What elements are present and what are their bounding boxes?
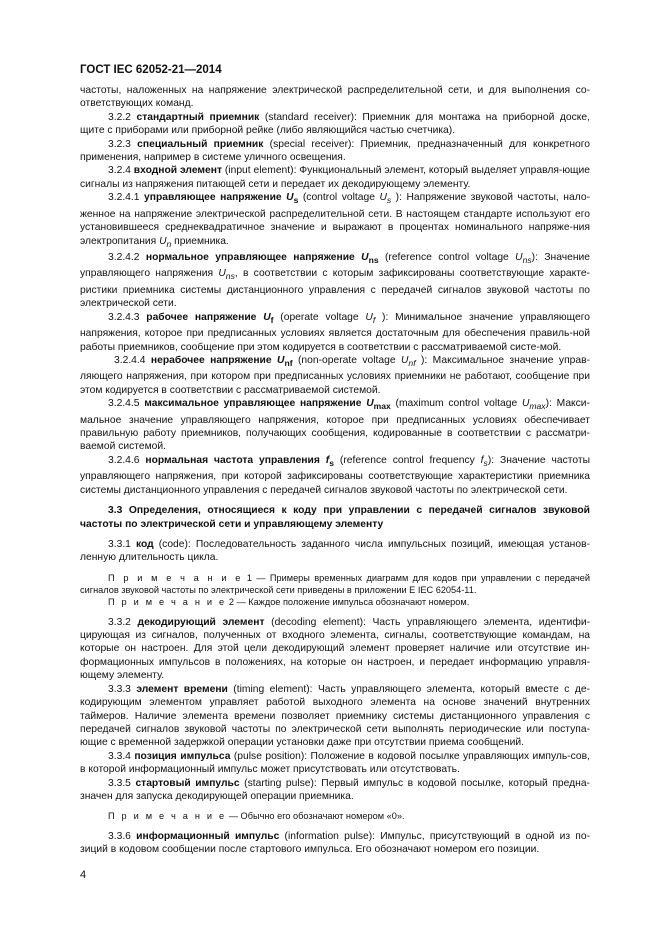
term: стартовый импульс xyxy=(135,777,240,789)
term: специальный приемник xyxy=(137,138,264,150)
definition-3-2-4-1 xyxy=(80,191,590,251)
symbol-subscript: max xyxy=(529,401,546,412)
term: максимальное управляющее напряжение xyxy=(144,398,362,410)
term: нерабочее напряжение xyxy=(150,354,272,366)
clause-number: 3.2.4.4 xyxy=(114,354,151,366)
term: информационный импульс xyxy=(136,830,280,842)
definition-text: (operate voltage xyxy=(273,311,366,323)
symbol: U xyxy=(361,251,369,263)
symbol-subscript: f xyxy=(372,314,376,325)
definition-3-2-4-4 xyxy=(80,354,590,397)
symbol: U xyxy=(400,354,409,366)
definition-text: (information pulse): Импульс, присутствующий в одной из по-зиций в кодовом сообщении после стартового импульса. Его обозначают номером его позиции. xyxy=(80,830,590,856)
clause-number: 3.2.4.3 xyxy=(108,311,147,323)
definition-text: ): Макси-мальное значение управляющего напряжения, которое при предписанных условиях обеспечивает правильную работу приемников, получающих сообщения, кодированные в соответствии с рассматри-ваемой системой. xyxy=(80,398,590,453)
symbol-subscript: nf xyxy=(408,358,416,368)
clause-number: 3.3.2 xyxy=(108,616,138,628)
definition-text: (decoding element): Часть управляющего элемента, идентифи-цирующая из сигналов, полученных от входного элемента, сигналы, соответствующие командам, на которые он настроен. Для этой цели декодирующий элемент проверяет наличие или отсутствие ин-формационных импульсов в положениях, на которые он настроен, и передает информацию управля-ющему элементу. xyxy=(80,616,590,682)
definition-3-3-5 xyxy=(80,777,590,804)
definition-text: ): Максимальное значение управ-ляющего напряжения, при котором при предписанных условиях приемники не работают, сообщение при этом кодируется в соответствии с рассматриваемой системой. xyxy=(80,354,591,396)
definition-text: ): Значение управляющего напряжения xyxy=(80,251,590,280)
definition-text: (standard receiver): Приемник для монтажа на приборной доске, щите с приборами или приборной рейке (либо являющийся частью счетчика). xyxy=(80,111,590,137)
definition-text: (input element): Функциональный элемент, который выделяет управля-ющие сигналы из напряжения питающей сети и передает их декодирующему элементу. xyxy=(80,165,591,190)
clause-number: 3.2.4 xyxy=(108,165,134,177)
definition-text: (special receiver): Приемник, предназначенный для конкретного применения, например в системе уличного освещения. xyxy=(80,138,591,164)
definition-3-2-4-6 xyxy=(80,454,590,497)
symbol: U xyxy=(379,192,387,204)
symbol-subscript: nf xyxy=(284,358,293,368)
symbol-subscript: max xyxy=(373,401,391,412)
clause-number: 3.2.3 xyxy=(108,138,138,150)
term: код xyxy=(135,538,154,550)
document-header: ГОСТ IEC 62052-21—2014 xyxy=(80,64,222,76)
note-2 xyxy=(80,596,590,608)
definition-3-3-1 xyxy=(80,538,590,565)
symbol-subscript: s xyxy=(293,195,299,206)
definition-3-2-3 xyxy=(80,138,590,165)
symbol: U xyxy=(286,192,294,204)
note-1 xyxy=(80,572,590,597)
symbol: U xyxy=(277,354,285,366)
clause-number: 3.2.2 xyxy=(108,111,137,123)
symbol-subscript: ns xyxy=(368,255,379,266)
definition-text: ): Минимальное значение управляющего напряжения, которое при предписанных условиях является достаточным для обеспечения правиль-ной работы приемников, сообщение при этом кодируется в соответствии с рассматриваемой систе-мой. xyxy=(80,311,590,353)
note-3 xyxy=(80,810,590,822)
clause-number: 3.2.4.2 xyxy=(108,251,146,263)
note-label: П р и м е ч а н и е xyxy=(108,811,227,822)
clause-number: 3.3.1 xyxy=(108,538,136,550)
definition-3-3-3 xyxy=(80,683,590,750)
note-text: 2 — Каждое положение импульса обозначают номером. xyxy=(226,597,470,608)
symbol: U xyxy=(263,311,271,323)
section-heading-3-3: 3.3 Определения, относящиеся к коду при управлении с передачей сигналов звуковой частоты по электрической сети и управляющему элементу xyxy=(80,505,590,530)
symbol: U xyxy=(521,398,530,410)
definition-text: ): Значение частоты управляющего напряжения, при которой зафиксированы соответствующие характеристики приемника системы дистанционного управления с передачей сигналов звуковой частоты по электрической сети. xyxy=(80,454,591,496)
symbol: U xyxy=(515,251,523,263)
term: стандартный приемник xyxy=(136,111,260,123)
symbol-subscript: s xyxy=(483,457,488,468)
definition-3-2-4-2 xyxy=(80,251,590,311)
definition-3-3-4 xyxy=(80,750,590,777)
definition-3-2-4-5 xyxy=(80,397,590,454)
clause-number: 3.3.4 xyxy=(108,750,135,762)
symbol-subscript: ns xyxy=(522,255,532,266)
term: декодирующий элемент xyxy=(137,616,265,628)
symbol-subscript: ns xyxy=(225,271,235,282)
term: позиция импульса xyxy=(134,750,231,762)
definition-3-2-2 xyxy=(80,111,590,138)
clause-number: 3.3.6 xyxy=(108,830,137,842)
clause-number: 3.3.5 xyxy=(108,777,136,789)
note-label: П р и м е ч а н и е xyxy=(108,572,243,583)
definition-text: (pulse position): Положение в кодовой посылке управляющих импуль-сов, в которой информационный импульс может присутствовать или отсутствовать. xyxy=(80,750,590,776)
definition-text: ): Напряжение звуковой частоты, нало-женное на напряжение электрической распределительной сети. В настоящем стандарте используют его установившееся среднеквадратичное значение и выражают в процентах номинального напряже-ния электропитания xyxy=(80,192,590,247)
symbol: f xyxy=(325,454,330,466)
definition-3-2-4-3 xyxy=(80,311,590,354)
definition-text: (timing element): Часть управляющего элемента, который вместе с де-кодирующим элементом управляет работой выходного элемента на основе значений внутренних таймеров. Наличие элемента времени позволяет приемнику системы дистанционного управления с передачей сигналов звуковой частоты по электрической сети выполнять периодические или поступа-ющие с временной задержкой операции установки даже при отсутствии приема сообщений. xyxy=(80,683,591,749)
clause-number: 3.3.3 xyxy=(108,683,137,695)
definition-text: (starting pulse): Первый импульс в кодовой посылке, который предна-значен для запуска декодирующей операции приемника. xyxy=(80,777,590,802)
document-body xyxy=(80,84,590,856)
symbol-subscript: s xyxy=(386,195,392,206)
note-text: 1 — Примеры временных диаграмм для кодов при управлении с передачей сигналов звуковой частоты по электрической сети приведены в приложении Е IEC 62054-11. xyxy=(80,572,590,596)
term: нормальное управляющее напряжение xyxy=(145,251,355,263)
symbol: U xyxy=(365,311,373,323)
definition-3-3-2 xyxy=(80,616,590,683)
definition-text: (reference control voltage xyxy=(378,251,516,263)
term: нормальная частота управления xyxy=(145,454,320,466)
definition-text: приемника. xyxy=(171,235,229,247)
definition-text: , в соответствии с которым зафиксированы соответствующие характе-ристики приемника системы дистанционного управления с передачей сигналов звуковой частоты по электрической сети. xyxy=(80,268,590,310)
clause-number: 3.2.4.6 xyxy=(108,454,146,466)
term: входной элемент xyxy=(133,165,223,177)
term: рабочее напряжение xyxy=(146,311,257,323)
clause-number: 3.2.4.5 xyxy=(108,398,145,410)
symbol: U xyxy=(366,398,374,410)
page-number: 4 xyxy=(80,869,87,881)
note-text: — Обычно его обозначают номером «0». xyxy=(226,811,405,822)
paragraph-continuation: частоты, наложенных на напряжение электрической распределительной сети, и для выполнения со-ответствующих команд. xyxy=(80,85,590,110)
clause-number: 3.2.4.1 xyxy=(108,192,144,204)
definition-text: (reference control frequency xyxy=(334,454,481,466)
symbol: U xyxy=(218,268,226,280)
definition-text: (non-operate voltage xyxy=(292,354,401,366)
definition-3-3-6 xyxy=(80,830,590,857)
symbol-subscript: f xyxy=(270,314,274,325)
term: управляющее напряжение xyxy=(144,192,282,204)
symbol: f xyxy=(480,454,484,466)
definition-text: (maximum control voltage xyxy=(390,398,522,410)
symbol: U xyxy=(159,235,167,247)
definition-3-2-4 xyxy=(80,164,590,191)
definition-text: (code): Последовательность заданного числа импульсных позиций, имеющая установ-ленную длительность цикла. xyxy=(80,538,590,564)
symbol-subscript: n xyxy=(166,238,172,249)
note-label: П р и м е ч а н и е xyxy=(108,597,227,608)
term: элемент времени xyxy=(136,683,228,695)
symbol-subscript: s xyxy=(329,457,334,468)
definition-text: (control voltage xyxy=(298,192,380,204)
